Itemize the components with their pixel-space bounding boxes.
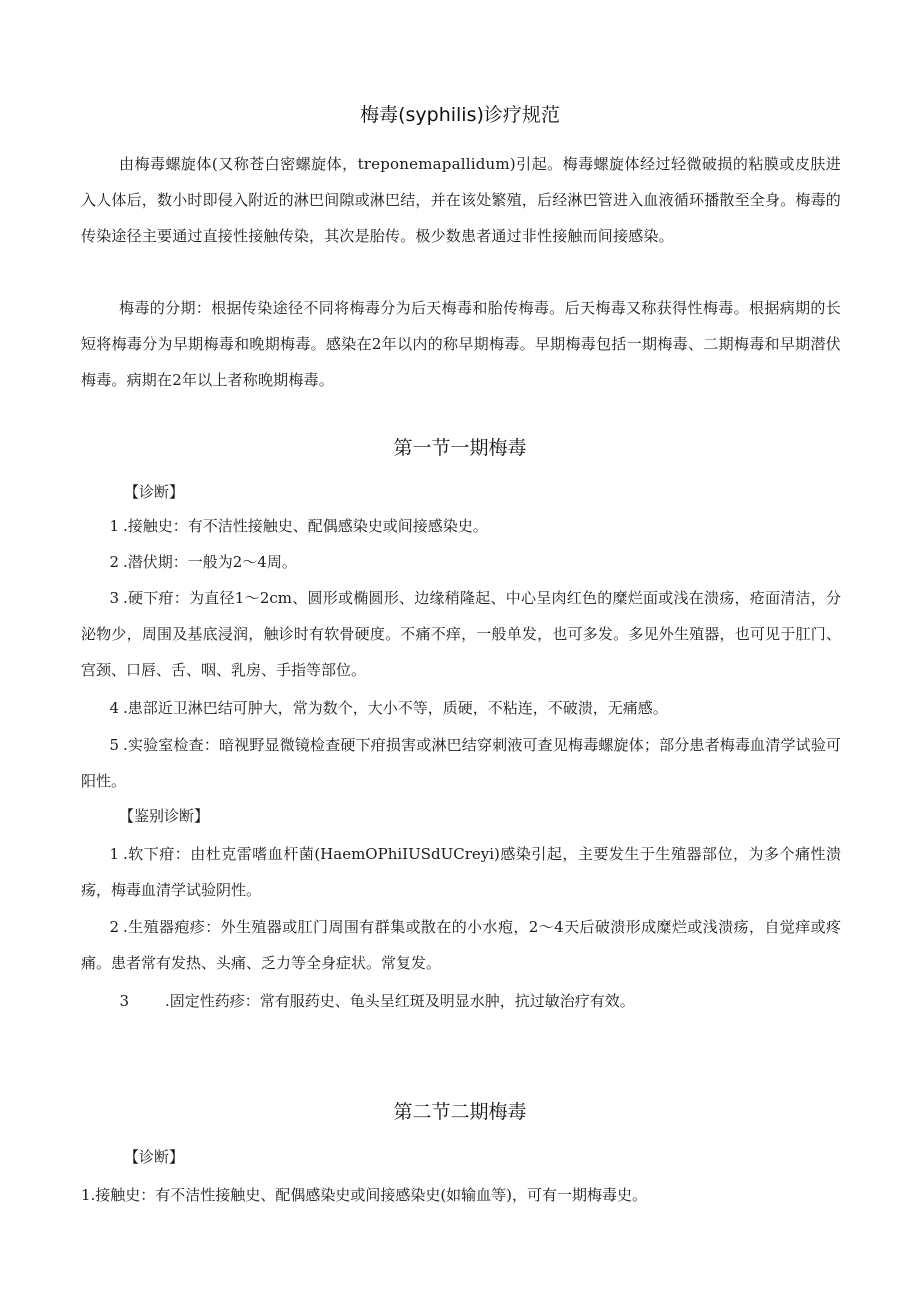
item-text: .软下疳：由杜克雷嗜血杆菌(HaemOPhiIUSdUCreyi)感染引起，主要发生于生殖器部位，为多个痛性溃疡，梅毒血清学试验阴性。 [81,845,841,899]
staging-paragraph: 梅毒的分期：根据传染途径不同将梅毒分为后天梅毒和胎传梅毒。后天梅毒又称获得性梅毒。根据病期的长短将梅毒分为早期梅毒和晚期梅毒。感染在2年以内的称早期梅毒。早期梅毒包括一期梅毒、二期梅毒和早期潜伏梅毒。病期在2年以上者称晚期梅毒。 [81,299,841,389]
diagnosis-item [81,580,841,688]
item-number: 4 [109,699,119,717]
item-number: 2 [109,553,119,571]
item-number: 1 [109,845,119,863]
document-title: 梅毒(syphilis)诊疗规范 [360,104,560,126]
differential-item [81,909,841,981]
section1-title: 第一节一期梅毒 [393,437,527,459]
item-number: 3 [119,992,129,1010]
diagnosis-item [81,690,841,726]
diagnosis-item: 1.接触史：有不洁性接触史、配偶感染史或间接感染史(如输血等)，可有一期梅毒史。 [81,1186,648,1204]
intro-paragraph: 由梅毒螺旋体(又称苍白密螺旋体，treponemapallidum)引起。梅毒螺旋体经过轻微破损的粘膜或皮肤进入人体后，数小时即侵入附近的淋巴间隙或淋巴结，并在该处繁殖，后经淋巴管进入血液循环播散至全身。梅毒的传染途径主要通过直接性接触传染，其次是胎传。极少数患者通过非性接触而间接感染。 [81,155,842,245]
section2-title: 第二节二期梅毒 [393,1101,527,1123]
item-text: .患部近卫淋巴结可肿大，常为数个，大小不等，质硬，不粘连，不破溃，无痛感。 [123,699,668,717]
section1-diagnosis-heading: 【诊断】 [124,483,185,501]
item-number: 5 [109,736,119,754]
item-text: .接触史：有不洁性接触史、配偶感染史或间接感染史。 [123,517,488,535]
item-text: .实验室检查：暗视野显微镜检查硬下疳损害或淋巴结穿刺液可查见梅毒螺旋体；部分患者梅毒血清学试验可阳性。 [81,736,841,790]
item-text: .硬下疳：为直径1～2cm、圆形或椭圆形、边缘稍隆起、中心呈肉红色的糜烂面或浅在溃疡，疮面清洁，分泌物少，周围及基底浸润，触诊时有软骨硬度。不痛不痒，一般单发，也可多发。多见外生殖器，也可见于肛门、宫颈、口唇、舌、咽、乳房、手指等部位。 [81,589,841,679]
item-number: 2 [109,918,119,936]
diagnosis-item [81,544,841,580]
item-text: .潜伏期：一般为2～4周。 [123,553,297,571]
item-text: .生殖器疱疹：外生殖器或肛门周围有群集或散在的小水疱，2～4天后破溃形成糜烂或浅溃疡，自觉痒或疼痛。患者常有发热、头痛、乏力等全身症状。常复发。 [81,918,841,972]
item-text: .固定性药疹：常有服药史、龟头呈红斑及明显水肿，抗过敏治疗有效。 [165,992,635,1010]
diagnosis-item [81,727,841,799]
item-number: 1 [109,517,119,535]
differential-item [81,836,841,908]
section2-diagnosis-heading: 【诊断】 [124,1148,185,1166]
differential-item [81,983,841,1019]
item-number: 3 [109,589,119,607]
section1-differential-heading: 【鉴别诊断】 [119,807,210,825]
diagnosis-item [81,508,841,544]
